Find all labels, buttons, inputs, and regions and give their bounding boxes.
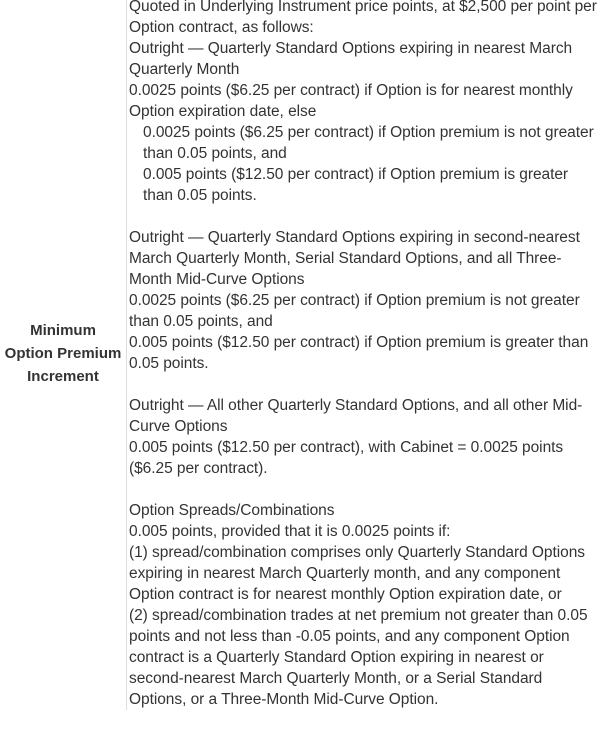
rule-line: Option Spreads/Combinations — [129, 502, 335, 519]
rule-paragraph — [129, 227, 599, 374]
rule-line: 0.0025 points ($6.25 per contract) if Option is for nearest monthly Option expiration date, else — [129, 82, 573, 120]
rule-paragraph — [129, 0, 599, 206]
rule-line: (1) spread/combination comprises only Quarterly Standard Options expiring in nearest March Quarterly month, and any component Option contract is for nearest monthly Option expiration date, or — [129, 544, 585, 603]
rule-line: 0.0025 points ($6.25 per contract) if Option premium is not greater than 0.05 points, and — [143, 124, 594, 162]
row-label-cell — [0, 0, 127, 710]
rule-line: Outright — All other Quarterly Standard Options, and all other Mid-Curve Options — [129, 397, 583, 435]
rule-line: 0.005 points ($12.50 per contract), with Cabinet = 0.0025 points ($6.25 per contract). — [129, 439, 564, 477]
rule-line: 0.005 points ($12.50 per contract) if Option premium is greater than 0.05 points. — [143, 166, 569, 204]
rule-line: 0.005 points, provided that it is 0.0025 points if: — [129, 523, 451, 540]
row-label-line: Minimum — [30, 321, 96, 339]
rule-line: Outright — Quarterly Standard Options expiring in second-nearest March Quarterly Month, Serial Standard Options, and all Three-Month Mid-Curve Options — [129, 229, 580, 288]
row-label-line: Option Premium — [4, 344, 122, 362]
rule-line: 0.0025 points ($6.25 per contract) if Option premium is not greater than 0.05 points, and — [129, 292, 580, 330]
rule-line: Quoted in Underlying Instrument price points, at $2,500 per point per Option contract, as follows: — [129, 0, 597, 36]
row-label-line: Increment — [27, 367, 99, 385]
rule-line: (2) spread/combination trades at net premium not greater than 0.05 points and not less than -0.05 points, and any component Option contract is a Quarterly Standard Option expiring in nearest or second-nearest March Quarterly Month, or a Serial Standard Options, or a Three-Month Mid-Curve Option. — [129, 607, 588, 708]
row-value-cell — [127, 0, 599, 710]
rule-line: 0.005 points ($12.50 per contract) if Option premium is greater than 0.05 points. — [129, 334, 589, 372]
rule-paragraph — [129, 395, 599, 479]
rule-line: Outright — Quarterly Standard Options expiring in nearest March Quarterly Month — [129, 40, 573, 78]
rule-paragraph — [129, 500, 599, 710]
